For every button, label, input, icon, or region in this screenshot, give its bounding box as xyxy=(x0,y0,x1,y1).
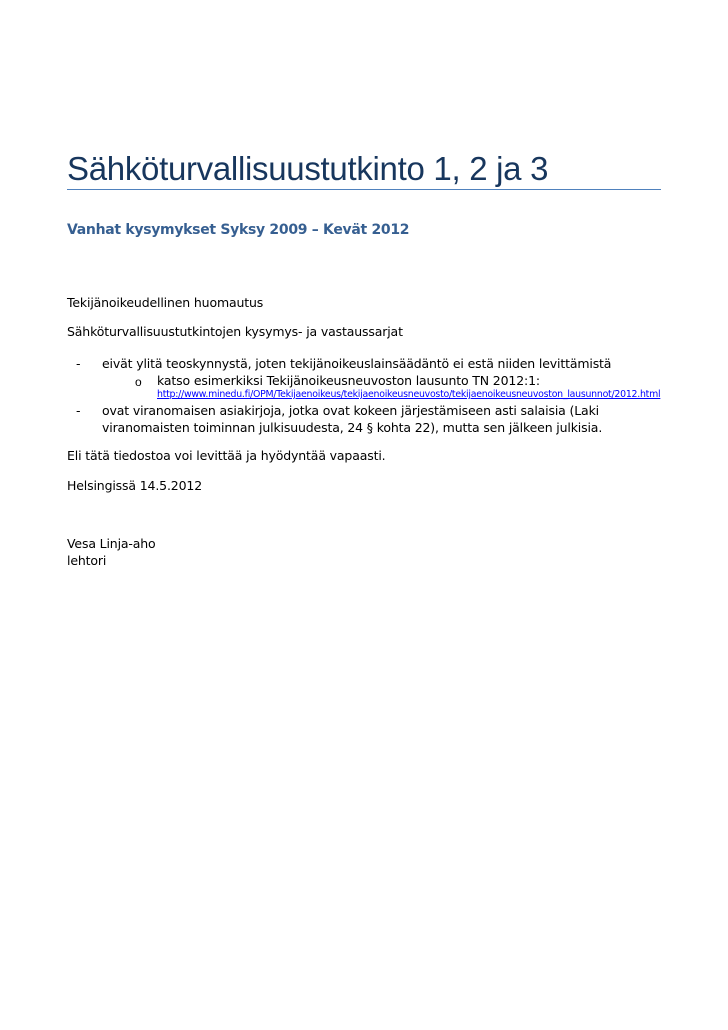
bullet-1-line-1: eivät ylitä teoskynnystä, joten tekijänoikeuslainsäädäntö ei estä niiden levittämistä xyxy=(102,356,612,371)
author-title: lehtori xyxy=(67,553,107,568)
freedom-statement: Eli tätä tiedostoa voi levittää ja hyödyntää vapaasti. xyxy=(67,448,386,463)
bullet-marker-2: - xyxy=(76,403,81,418)
author-name: Vesa Linja-aho xyxy=(67,536,156,551)
sub-bullet-marker: o xyxy=(135,375,142,389)
bullet-2-line-1: ovat viranomaisen asiakirjoja, jotka ovat kokeen järjestämiseen asti salaisia (Laki xyxy=(102,403,599,418)
opm-statement-link[interactable]: http://www.minedu.fi/OPM/Tekijaenoikeus/tekijaenoikeusneuvosto/tekijaenoikeusneuvoston_lausunnot/2012.html xyxy=(157,389,661,400)
intro-paragraph: Sähköturvallisuustutkintojen kysymys- ja vastaussarjat xyxy=(67,324,403,339)
bullet-marker-1: - xyxy=(76,356,81,371)
place-date: Helsingissä 14.5.2012 xyxy=(67,478,203,493)
notice-heading: Tekijänoikeudellinen huomautus xyxy=(67,295,264,310)
bullet-2-line-2: viranomaisten toiminnan julkisuudesta, 24 § kohta 22), mutta sen jälkeen julkisia. xyxy=(102,420,603,435)
sub-bullet-text: katso esimerkiksi Tekijänoikeusneuvoston lausunto TN 2012:1: xyxy=(157,373,540,388)
document-subtitle: Vanhat kysymykset Syksy 2009 – Kevät 2012 xyxy=(67,222,410,238)
title-underline xyxy=(67,189,661,190)
document-title: Sähköturvallisuustutkinto 1, 2 ja 3 xyxy=(67,150,549,187)
